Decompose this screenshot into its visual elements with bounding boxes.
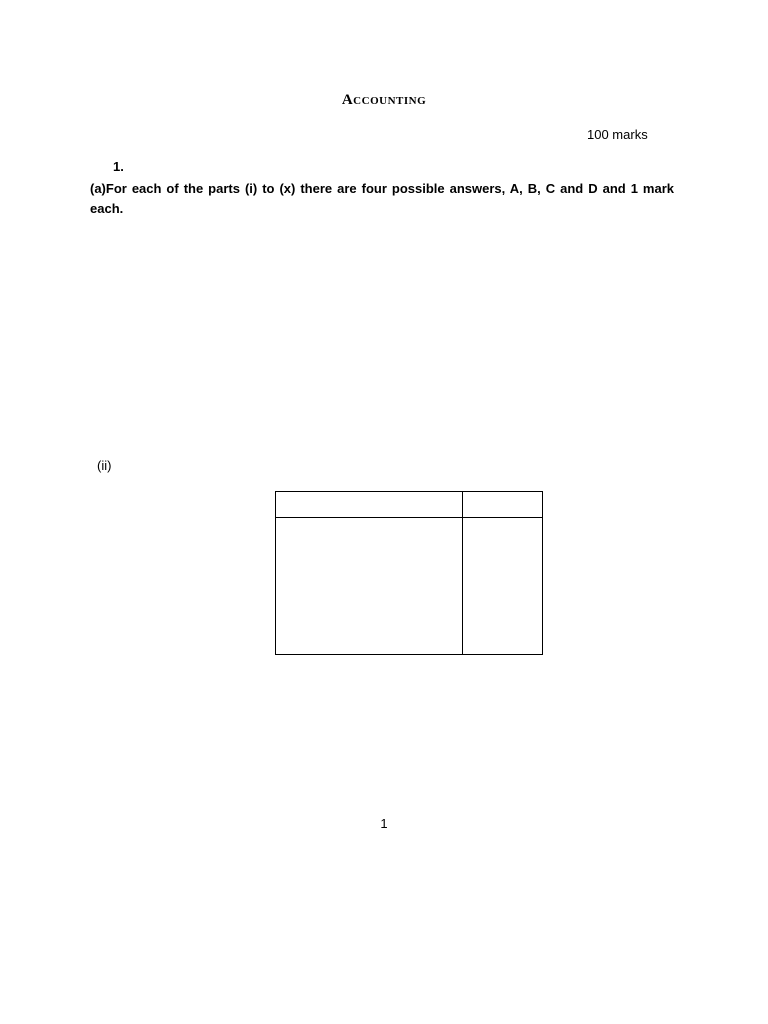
page-title: Accounting [341,92,427,108]
answer-table [275,491,543,655]
table-cell [462,518,542,655]
question-instructions: (a)For each of the parts (i) to (x) there are four possible answers, A, B, C and D and 1 mark each. [90,181,674,216]
table-header-row [276,492,543,518]
table-header-cell [276,492,463,518]
question-number: 1. [113,159,124,174]
table-row [276,518,543,655]
total-marks: 100 marks [587,127,648,142]
table-cell [276,518,463,655]
subpart-label: (ii) [97,458,112,473]
table-header-cell [462,492,542,518]
page-number: 1 [380,816,388,831]
